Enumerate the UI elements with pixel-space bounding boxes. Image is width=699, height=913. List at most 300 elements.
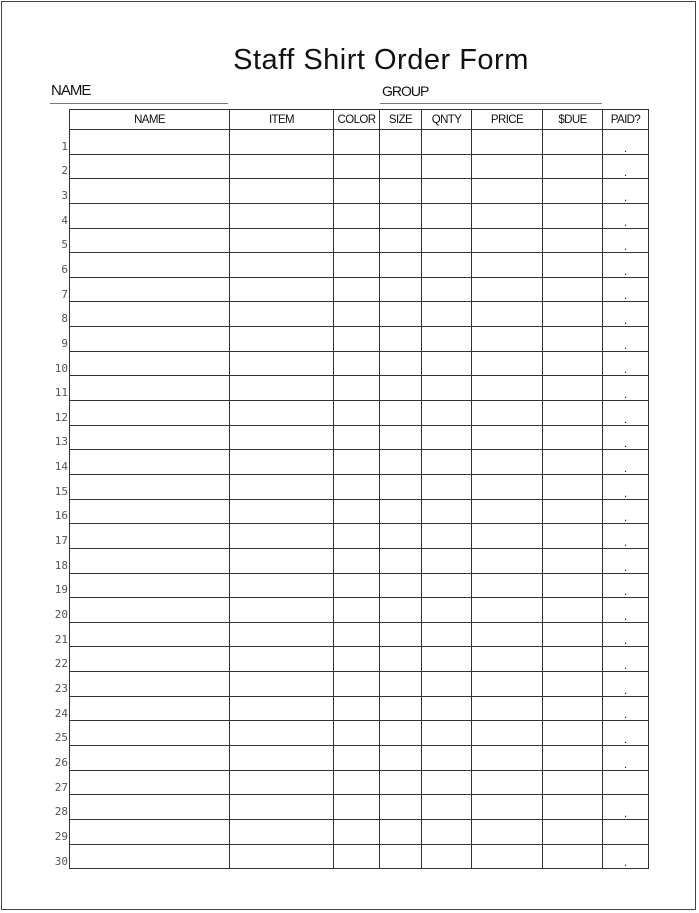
name-cell[interactable] bbox=[70, 524, 230, 549]
name-cell[interactable] bbox=[70, 573, 230, 598]
table-row bbox=[70, 548, 649, 573]
name-cell[interactable] bbox=[70, 598, 230, 623]
item-cell[interactable] bbox=[230, 819, 334, 844]
price-cell[interactable] bbox=[472, 425, 543, 450]
paid-cell[interactable]: . bbox=[603, 474, 649, 499]
due-cell[interactable] bbox=[543, 450, 603, 475]
column-header-size: SIZE bbox=[380, 110, 422, 130]
size-cell[interactable] bbox=[380, 598, 422, 623]
item-cell[interactable] bbox=[230, 154, 334, 179]
name-cell[interactable] bbox=[70, 474, 230, 499]
price-cell[interactable] bbox=[472, 228, 543, 253]
qnty-cell[interactable] bbox=[422, 499, 472, 524]
table-row bbox=[70, 203, 649, 228]
size-cell[interactable] bbox=[380, 327, 422, 352]
row-number: 24 bbox=[54, 706, 68, 720]
table-row bbox=[70, 573, 649, 598]
name-cell[interactable] bbox=[70, 819, 230, 844]
paid-cell[interactable]: . bbox=[603, 647, 649, 672]
name-cell[interactable] bbox=[70, 179, 230, 204]
qnty-cell[interactable] bbox=[422, 253, 472, 278]
color-cell[interactable] bbox=[334, 154, 380, 179]
color-cell[interactable] bbox=[334, 376, 380, 401]
due-cell[interactable] bbox=[543, 819, 603, 844]
paid-cell[interactable]: . bbox=[603, 327, 649, 352]
size-cell[interactable] bbox=[380, 130, 422, 155]
row-number: 25 bbox=[54, 731, 68, 745]
qnty-cell[interactable] bbox=[422, 376, 472, 401]
column-header-price: PRICE bbox=[472, 110, 543, 130]
paid-cell[interactable]: . bbox=[603, 548, 649, 573]
table-row bbox=[70, 721, 649, 746]
item-cell[interactable] bbox=[230, 253, 334, 278]
price-cell[interactable] bbox=[472, 770, 543, 795]
name-cell[interactable] bbox=[70, 672, 230, 697]
paid-cell[interactable]: . bbox=[603, 351, 649, 376]
paid-cell[interactable]: . bbox=[603, 228, 649, 253]
due-cell[interactable] bbox=[543, 795, 603, 820]
name-cell[interactable] bbox=[70, 795, 230, 820]
price-cell[interactable] bbox=[472, 598, 543, 623]
due-cell[interactable] bbox=[543, 647, 603, 672]
row-number: 8 bbox=[61, 312, 68, 326]
color-cell[interactable] bbox=[334, 277, 380, 302]
due-cell[interactable] bbox=[543, 844, 603, 869]
color-cell[interactable] bbox=[334, 622, 380, 647]
qnty-cell[interactable] bbox=[422, 647, 472, 672]
name-cell[interactable] bbox=[70, 203, 230, 228]
due-cell[interactable] bbox=[543, 228, 603, 253]
item-cell[interactable] bbox=[230, 647, 334, 672]
paid-cell[interactable]: . bbox=[603, 425, 649, 450]
qnty-cell[interactable] bbox=[422, 746, 472, 771]
size-cell[interactable] bbox=[380, 154, 422, 179]
item-cell[interactable] bbox=[230, 746, 334, 771]
item-cell[interactable] bbox=[230, 302, 334, 327]
qnty-cell[interactable] bbox=[422, 474, 472, 499]
size-cell[interactable] bbox=[380, 179, 422, 204]
due-cell[interactable] bbox=[543, 573, 603, 598]
table-row bbox=[70, 302, 649, 327]
qnty-cell[interactable] bbox=[422, 770, 472, 795]
price-cell[interactable] bbox=[472, 819, 543, 844]
table-header-row bbox=[70, 110, 649, 130]
row-number: 2 bbox=[61, 164, 68, 178]
item-cell[interactable] bbox=[230, 376, 334, 401]
size-cell[interactable] bbox=[380, 302, 422, 327]
name-cell[interactable] bbox=[70, 425, 230, 450]
color-cell[interactable] bbox=[334, 253, 380, 278]
size-cell[interactable] bbox=[380, 474, 422, 499]
due-cell[interactable] bbox=[543, 598, 603, 623]
row-number: 14 bbox=[54, 460, 68, 474]
size-cell[interactable] bbox=[380, 376, 422, 401]
item-cell[interactable] bbox=[230, 228, 334, 253]
size-cell[interactable] bbox=[380, 524, 422, 549]
color-cell[interactable] bbox=[334, 450, 380, 475]
price-cell[interactable] bbox=[472, 746, 543, 771]
row-number: 5 bbox=[61, 238, 68, 252]
price-cell[interactable] bbox=[472, 351, 543, 376]
price-cell[interactable] bbox=[472, 795, 543, 820]
color-cell[interactable] bbox=[334, 524, 380, 549]
price-cell[interactable] bbox=[472, 253, 543, 278]
color-cell[interactable] bbox=[334, 598, 380, 623]
paid-cell[interactable]: . bbox=[603, 524, 649, 549]
price-cell[interactable] bbox=[472, 302, 543, 327]
color-cell[interactable] bbox=[334, 746, 380, 771]
size-cell[interactable] bbox=[380, 770, 422, 795]
table-row bbox=[70, 425, 649, 450]
row-number: 30 bbox=[54, 854, 68, 868]
paid-cell[interactable]: . bbox=[603, 450, 649, 475]
price-cell[interactable] bbox=[472, 524, 543, 549]
item-cell[interactable] bbox=[230, 622, 334, 647]
column-header-name: NAME bbox=[70, 110, 230, 130]
color-cell[interactable] bbox=[334, 327, 380, 352]
item-cell[interactable] bbox=[230, 770, 334, 795]
paid-cell[interactable]: . bbox=[603, 696, 649, 721]
name-cell[interactable] bbox=[70, 376, 230, 401]
price-cell[interactable] bbox=[472, 154, 543, 179]
color-cell[interactable] bbox=[334, 770, 380, 795]
group-field-line[interactable] bbox=[380, 103, 602, 104]
paid-cell[interactable]: . bbox=[603, 154, 649, 179]
color-cell[interactable] bbox=[334, 474, 380, 499]
name-cell[interactable] bbox=[70, 302, 230, 327]
paid-cell[interactable]: . bbox=[603, 622, 649, 647]
price-cell[interactable] bbox=[472, 844, 543, 869]
table-row bbox=[70, 474, 649, 499]
color-cell[interactable] bbox=[334, 425, 380, 450]
qnty-cell[interactable] bbox=[422, 622, 472, 647]
color-cell[interactable] bbox=[334, 795, 380, 820]
due-cell[interactable] bbox=[543, 401, 603, 426]
qnty-cell[interactable] bbox=[422, 351, 472, 376]
color-cell[interactable] bbox=[334, 179, 380, 204]
row-number: 29 bbox=[54, 829, 68, 843]
item-cell[interactable] bbox=[230, 277, 334, 302]
row-number: 3 bbox=[61, 188, 68, 202]
due-cell[interactable] bbox=[543, 770, 603, 795]
table-row bbox=[70, 598, 649, 623]
color-cell[interactable] bbox=[334, 351, 380, 376]
price-cell[interactable] bbox=[472, 179, 543, 204]
color-cell[interactable] bbox=[334, 696, 380, 721]
qnty-cell[interactable] bbox=[422, 277, 472, 302]
price-cell[interactable] bbox=[472, 573, 543, 598]
item-cell[interactable] bbox=[230, 474, 334, 499]
qnty-cell[interactable] bbox=[422, 819, 472, 844]
table-row bbox=[70, 327, 649, 352]
size-cell[interactable] bbox=[380, 844, 422, 869]
table-row bbox=[70, 277, 649, 302]
due-cell[interactable] bbox=[543, 425, 603, 450]
table-row bbox=[70, 844, 649, 869]
table-row bbox=[70, 376, 649, 401]
due-cell[interactable] bbox=[543, 154, 603, 179]
table-row bbox=[70, 351, 649, 376]
color-cell[interactable] bbox=[334, 228, 380, 253]
paid-cell[interactable]: . bbox=[603, 277, 649, 302]
size-cell[interactable] bbox=[380, 573, 422, 598]
qnty-cell[interactable] bbox=[422, 548, 472, 573]
qnty-cell[interactable] bbox=[422, 598, 472, 623]
due-cell[interactable] bbox=[543, 327, 603, 352]
qnty-cell[interactable] bbox=[422, 721, 472, 746]
size-cell[interactable] bbox=[380, 401, 422, 426]
form-title: Staff Shirt Order Form bbox=[233, 44, 529, 76]
paid-cell[interactable]: . bbox=[603, 302, 649, 327]
table-row bbox=[70, 746, 649, 771]
due-cell[interactable] bbox=[543, 474, 603, 499]
due-cell[interactable] bbox=[543, 672, 603, 697]
qnty-cell[interactable] bbox=[422, 696, 472, 721]
item-cell[interactable] bbox=[230, 573, 334, 598]
row-number: 16 bbox=[54, 509, 68, 523]
qnty-cell[interactable] bbox=[422, 573, 472, 598]
paid-cell[interactable]: . bbox=[603, 672, 649, 697]
name-cell[interactable] bbox=[70, 327, 230, 352]
qnty-cell[interactable] bbox=[422, 179, 472, 204]
paid-cell[interactable]: . bbox=[603, 130, 649, 155]
price-cell[interactable] bbox=[472, 401, 543, 426]
due-cell[interactable] bbox=[543, 376, 603, 401]
item-cell[interactable] bbox=[230, 524, 334, 549]
name-cell[interactable] bbox=[70, 351, 230, 376]
row-number: 17 bbox=[54, 534, 68, 548]
column-header-color: COLOR bbox=[334, 110, 380, 130]
size-cell[interactable] bbox=[380, 795, 422, 820]
qnty-cell[interactable] bbox=[422, 401, 472, 426]
color-cell[interactable] bbox=[334, 721, 380, 746]
item-cell[interactable] bbox=[230, 795, 334, 820]
due-cell[interactable] bbox=[543, 203, 603, 228]
name-cell[interactable] bbox=[70, 844, 230, 869]
qnty-cell[interactable] bbox=[422, 154, 472, 179]
paid-cell[interactable]: . bbox=[603, 844, 649, 869]
due-cell[interactable] bbox=[543, 302, 603, 327]
due-cell[interactable] bbox=[543, 253, 603, 278]
qnty-cell[interactable] bbox=[422, 450, 472, 475]
color-cell[interactable] bbox=[334, 844, 380, 869]
column-header-item: ITEM bbox=[230, 110, 334, 130]
qnty-cell[interactable] bbox=[422, 672, 472, 697]
due-cell[interactable] bbox=[543, 696, 603, 721]
item-cell[interactable] bbox=[230, 499, 334, 524]
color-cell[interactable] bbox=[334, 499, 380, 524]
item-cell[interactable] bbox=[230, 179, 334, 204]
size-cell[interactable] bbox=[380, 351, 422, 376]
color-cell[interactable] bbox=[334, 573, 380, 598]
name-cell[interactable] bbox=[70, 228, 230, 253]
item-cell[interactable] bbox=[230, 548, 334, 573]
size-cell[interactable] bbox=[380, 746, 422, 771]
qnty-cell[interactable] bbox=[422, 844, 472, 869]
name-cell[interactable] bbox=[70, 746, 230, 771]
item-cell[interactable] bbox=[230, 425, 334, 450]
size-cell[interactable] bbox=[380, 228, 422, 253]
group-field-label: GROUP bbox=[382, 83, 429, 99]
paid-cell[interactable]: . bbox=[603, 179, 649, 204]
size-cell[interactable] bbox=[380, 622, 422, 647]
qnty-cell[interactable] bbox=[422, 327, 472, 352]
due-cell[interactable] bbox=[543, 179, 603, 204]
price-cell[interactable] bbox=[472, 203, 543, 228]
qnty-cell[interactable] bbox=[422, 425, 472, 450]
paid-cell[interactable]: . bbox=[603, 499, 649, 524]
name-cell[interactable] bbox=[70, 277, 230, 302]
price-cell[interactable] bbox=[472, 474, 543, 499]
paid-cell[interactable]: . bbox=[603, 573, 649, 598]
table-row bbox=[70, 499, 649, 524]
price-cell[interactable] bbox=[472, 499, 543, 524]
paid-cell[interactable]: . bbox=[603, 253, 649, 278]
item-cell[interactable] bbox=[230, 844, 334, 869]
size-cell[interactable] bbox=[380, 721, 422, 746]
size-cell[interactable] bbox=[380, 203, 422, 228]
name-cell[interactable] bbox=[70, 548, 230, 573]
table-row bbox=[70, 819, 649, 844]
row-number: 18 bbox=[54, 558, 68, 572]
name-cell[interactable] bbox=[70, 696, 230, 721]
order-table bbox=[69, 109, 649, 869]
qnty-cell[interactable] bbox=[422, 203, 472, 228]
size-cell[interactable] bbox=[380, 672, 422, 697]
paid-cell[interactable] bbox=[603, 819, 649, 844]
item-cell[interactable] bbox=[230, 672, 334, 697]
due-cell[interactable] bbox=[543, 721, 603, 746]
paid-cell[interactable]: . bbox=[603, 401, 649, 426]
paid-cell[interactable]: . bbox=[603, 598, 649, 623]
row-number: 4 bbox=[61, 213, 68, 227]
color-cell[interactable] bbox=[334, 672, 380, 697]
due-cell[interactable] bbox=[543, 351, 603, 376]
paid-cell[interactable] bbox=[603, 770, 649, 795]
paid-cell[interactable]: . bbox=[603, 376, 649, 401]
price-cell[interactable] bbox=[472, 622, 543, 647]
row-number: 26 bbox=[54, 755, 68, 769]
paid-cell[interactable]: . bbox=[603, 746, 649, 771]
row-number: 23 bbox=[54, 681, 68, 695]
due-cell[interactable] bbox=[543, 499, 603, 524]
name-cell[interactable] bbox=[70, 499, 230, 524]
item-cell[interactable] bbox=[230, 327, 334, 352]
price-cell[interactable] bbox=[472, 450, 543, 475]
name-cell[interactable] bbox=[70, 647, 230, 672]
size-cell[interactable] bbox=[380, 253, 422, 278]
due-cell[interactable] bbox=[543, 548, 603, 573]
price-cell[interactable] bbox=[472, 672, 543, 697]
name-field-label: NAME bbox=[51, 82, 91, 99]
paid-cell[interactable]: . bbox=[603, 203, 649, 228]
row-number: 1 bbox=[61, 139, 68, 153]
table-row bbox=[70, 647, 649, 672]
row-number: 9 bbox=[61, 336, 68, 350]
row-number: 21 bbox=[54, 632, 68, 646]
color-cell[interactable] bbox=[334, 819, 380, 844]
name-cell[interactable] bbox=[70, 401, 230, 426]
item-cell[interactable] bbox=[230, 351, 334, 376]
qnty-cell[interactable] bbox=[422, 795, 472, 820]
due-cell[interactable] bbox=[543, 130, 603, 155]
paid-cell[interactable]: . bbox=[603, 795, 649, 820]
name-cell[interactable] bbox=[70, 253, 230, 278]
qnty-cell[interactable] bbox=[422, 302, 472, 327]
name-cell[interactable] bbox=[70, 154, 230, 179]
size-cell[interactable] bbox=[380, 696, 422, 721]
table-row bbox=[70, 622, 649, 647]
name-field-line[interactable] bbox=[50, 103, 228, 104]
color-cell[interactable] bbox=[334, 401, 380, 426]
item-cell[interactable] bbox=[230, 450, 334, 475]
size-cell[interactable] bbox=[380, 450, 422, 475]
column-header-qnty: QNTY bbox=[422, 110, 472, 130]
due-cell[interactable] bbox=[543, 622, 603, 647]
item-cell[interactable] bbox=[230, 696, 334, 721]
color-cell[interactable] bbox=[334, 647, 380, 672]
table-body bbox=[70, 130, 649, 869]
size-cell[interactable] bbox=[380, 499, 422, 524]
qnty-cell[interactable] bbox=[422, 524, 472, 549]
table-row bbox=[70, 696, 649, 721]
color-cell[interactable] bbox=[334, 203, 380, 228]
item-cell[interactable] bbox=[230, 203, 334, 228]
price-cell[interactable] bbox=[472, 721, 543, 746]
color-cell[interactable] bbox=[334, 548, 380, 573]
row-number: 6 bbox=[61, 262, 68, 276]
row-number: 12 bbox=[54, 410, 68, 424]
name-cell[interactable] bbox=[70, 622, 230, 647]
table-row bbox=[70, 228, 649, 253]
qnty-cell[interactable] bbox=[422, 228, 472, 253]
name-cell[interactable] bbox=[70, 450, 230, 475]
item-cell[interactable] bbox=[230, 130, 334, 155]
size-cell[interactable] bbox=[380, 548, 422, 573]
size-cell[interactable] bbox=[380, 819, 422, 844]
name-cell[interactable] bbox=[70, 770, 230, 795]
item-cell[interactable] bbox=[230, 401, 334, 426]
price-cell[interactable] bbox=[472, 696, 543, 721]
qnty-cell[interactable] bbox=[422, 130, 472, 155]
name-cell[interactable] bbox=[70, 721, 230, 746]
size-cell[interactable] bbox=[380, 647, 422, 672]
name-cell[interactable] bbox=[70, 130, 230, 155]
row-number: 27 bbox=[54, 780, 68, 794]
due-cell[interactable] bbox=[543, 524, 603, 549]
item-cell[interactable] bbox=[230, 721, 334, 746]
color-cell[interactable] bbox=[334, 130, 380, 155]
price-cell[interactable] bbox=[472, 130, 543, 155]
row-number: 7 bbox=[61, 287, 68, 301]
price-cell[interactable] bbox=[472, 376, 543, 401]
color-cell[interactable] bbox=[334, 302, 380, 327]
price-cell[interactable] bbox=[472, 548, 543, 573]
due-cell[interactable] bbox=[543, 746, 603, 771]
table-row bbox=[70, 524, 649, 549]
item-cell[interactable] bbox=[230, 598, 334, 623]
price-cell[interactable] bbox=[472, 647, 543, 672]
paid-cell[interactable]: . bbox=[603, 721, 649, 746]
size-cell[interactable] bbox=[380, 277, 422, 302]
due-cell[interactable] bbox=[543, 277, 603, 302]
row-number: 28 bbox=[54, 805, 68, 819]
price-cell[interactable] bbox=[472, 277, 543, 302]
size-cell[interactable] bbox=[380, 425, 422, 450]
table-row bbox=[70, 130, 649, 155]
table-row bbox=[70, 672, 649, 697]
price-cell[interactable] bbox=[472, 327, 543, 352]
